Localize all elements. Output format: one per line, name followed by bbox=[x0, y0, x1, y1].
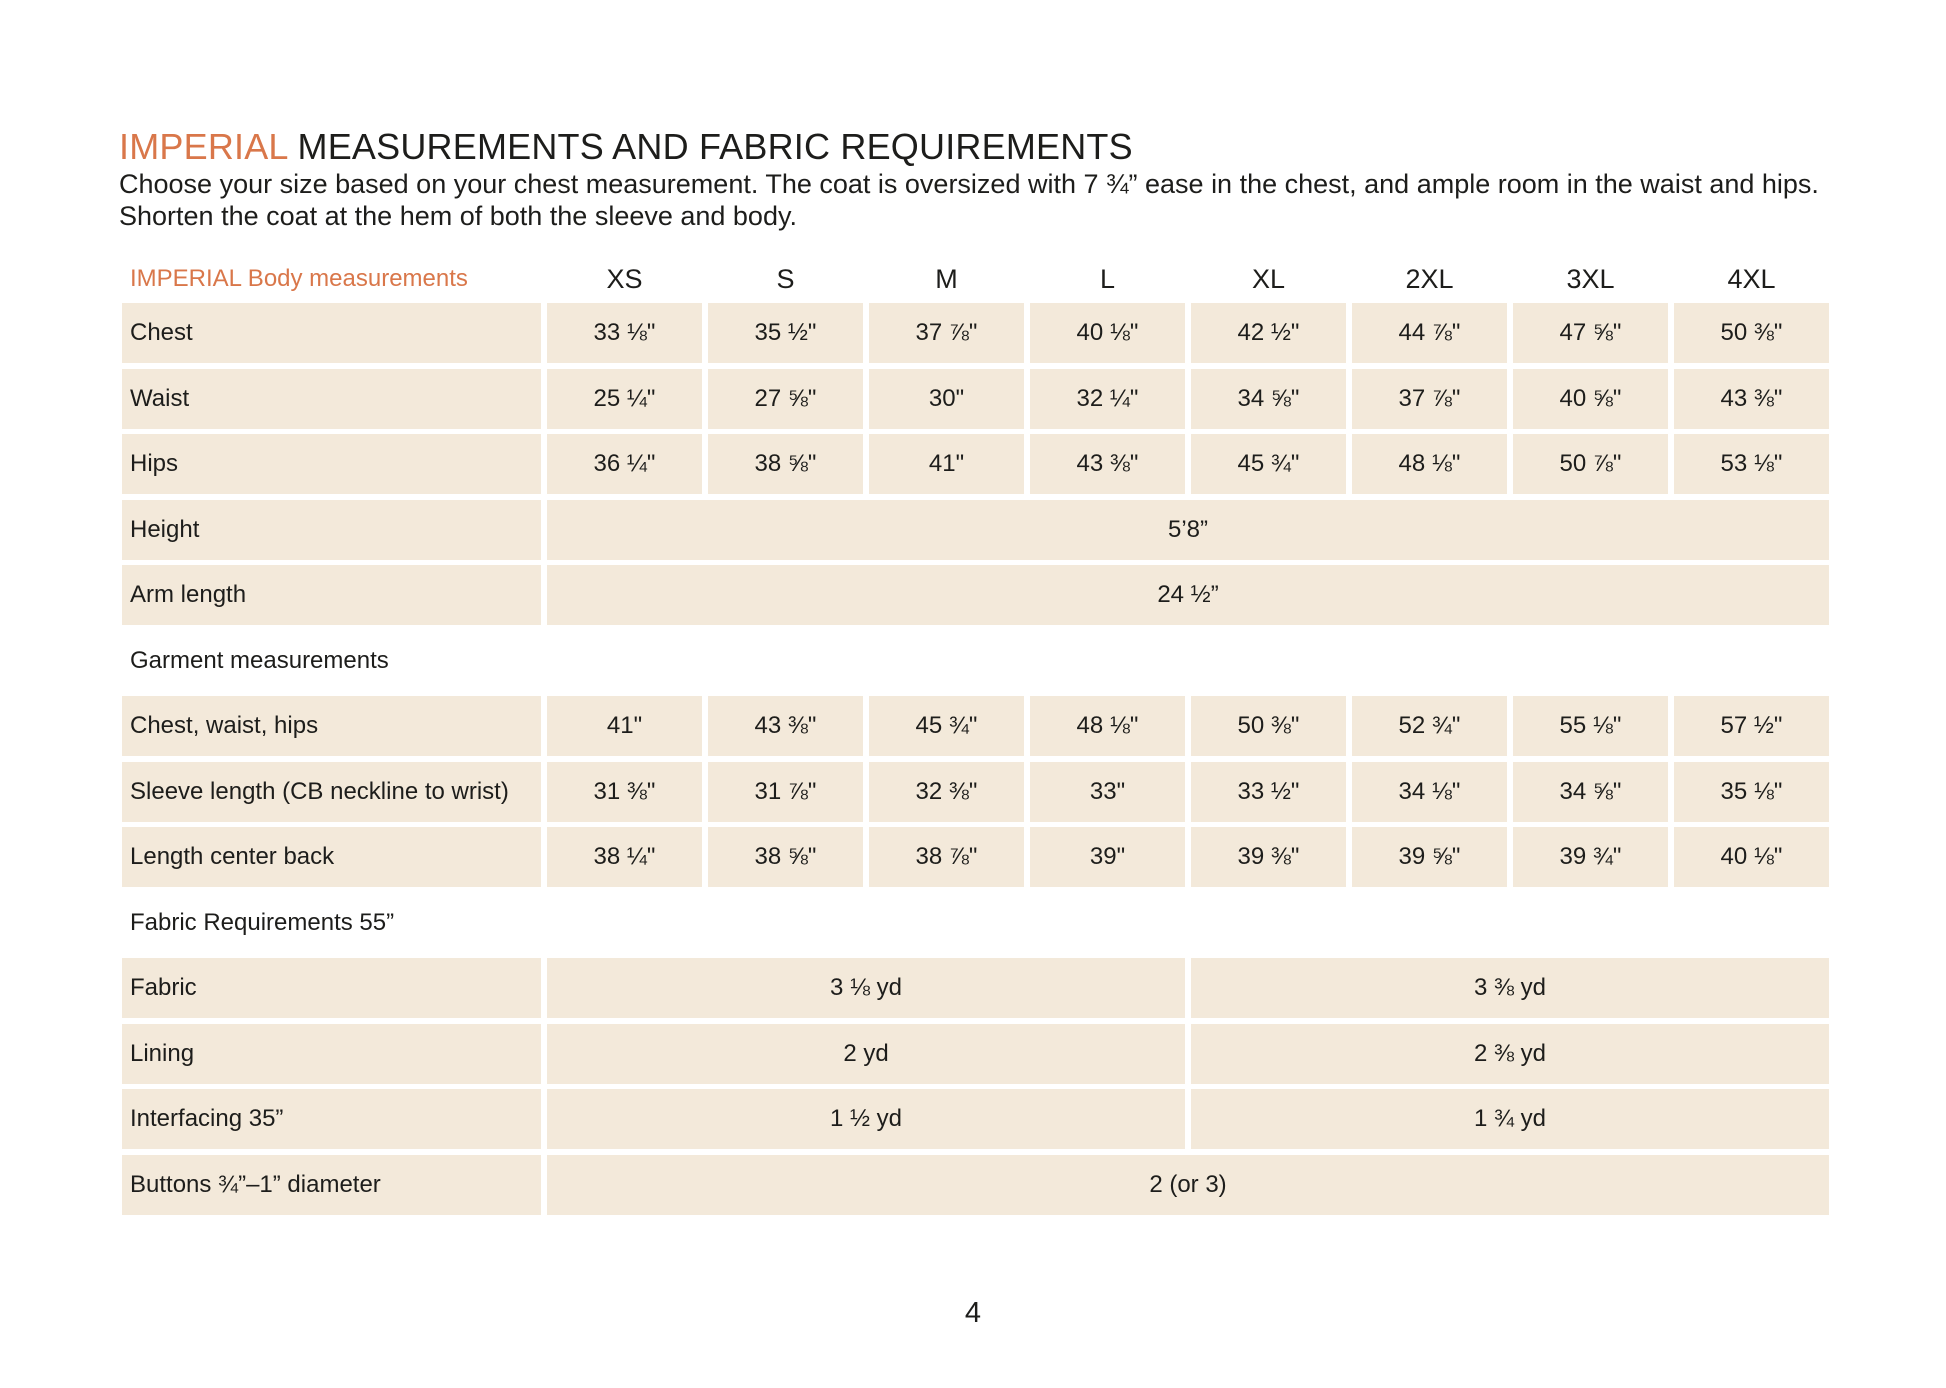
row-label: Chest, waist, hips bbox=[122, 696, 541, 756]
body-measurements-header: IMPERIAL Body measurements bbox=[130, 265, 468, 292]
table-cell: 53 ⅛" bbox=[1674, 434, 1829, 494]
table-cell: 35 ½" bbox=[708, 303, 863, 363]
table-cell: 52 ¾" bbox=[1352, 696, 1507, 756]
buttons-value: 2 (or 3) bbox=[547, 1155, 1829, 1215]
table-cell: 39 ¾" bbox=[1513, 827, 1668, 887]
size-header-m: M bbox=[935, 263, 958, 294]
fabric-value-large: 3 ⅜ yd bbox=[1191, 958, 1829, 1018]
row-label: Fabric bbox=[122, 958, 541, 1018]
table-cell: 43 ⅜" bbox=[708, 696, 863, 756]
table-cell: 33 ½" bbox=[1191, 762, 1346, 822]
table-cell: 40 ⅛" bbox=[1030, 303, 1185, 363]
table-cell: 45 ¾" bbox=[869, 696, 1024, 756]
size-header-xl: XL bbox=[1251, 263, 1286, 294]
table-cell: 44 ⅞" bbox=[1352, 303, 1507, 363]
fabric-value-small: 2 yd bbox=[547, 1024, 1185, 1084]
garment-measurements-header: Garment measurements bbox=[130, 646, 389, 674]
row-label: Sleeve length (CB neckline to wrist) bbox=[122, 762, 541, 822]
table-cell: 57 ½" bbox=[1674, 696, 1829, 756]
table-cell: 27 ⅝" bbox=[708, 369, 863, 429]
table-cell: 41" bbox=[547, 696, 702, 756]
table-cell: 30" bbox=[869, 369, 1024, 429]
fabric-value-large: 1 ¾ yd bbox=[1191, 1089, 1829, 1149]
fabric-value-small: 1 ½ yd bbox=[547, 1089, 1185, 1149]
table-cell: 33" bbox=[1030, 762, 1185, 822]
table-cell: 40 ⅝" bbox=[1513, 369, 1668, 429]
table-cell: 25 ¼" bbox=[547, 369, 702, 429]
table-cell: 32 ¼" bbox=[1030, 369, 1185, 429]
table-cell: 43 ⅜" bbox=[1030, 434, 1185, 494]
row-label-height: Height bbox=[122, 500, 541, 560]
table-cell: 34 ⅝" bbox=[1513, 762, 1668, 822]
size-header-s: S bbox=[776, 263, 795, 294]
size-header-l: L bbox=[1099, 263, 1116, 294]
row-label: Waist bbox=[122, 369, 541, 429]
row-label: Interfacing 35” bbox=[122, 1089, 541, 1149]
table-cell: 38 ⅝" bbox=[708, 434, 863, 494]
table-cell: 32 ⅜" bbox=[869, 762, 1024, 822]
table-cell: 50 ⅜" bbox=[1191, 696, 1346, 756]
table-cell: 37 ⅞" bbox=[869, 303, 1024, 363]
size-header-3xl: 3XL bbox=[1566, 263, 1615, 294]
table-cell: 48 ⅛" bbox=[1030, 696, 1185, 756]
title-accent: IMPERIAL bbox=[119, 126, 288, 167]
fabric-requirements-header: Fabric Requirements 55” bbox=[130, 908, 395, 936]
row-label-arm-length: Arm length bbox=[122, 565, 541, 625]
table-cell: 39 ⅝" bbox=[1352, 827, 1507, 887]
table-cell: 39" bbox=[1030, 827, 1185, 887]
page-title bbox=[119, 126, 1133, 168]
table-cell: 37 ⅞" bbox=[1352, 369, 1507, 429]
row-label: Length center back bbox=[122, 827, 541, 887]
table-cell: 33 ⅛" bbox=[547, 303, 702, 363]
table-cell: 31 ⅞" bbox=[708, 762, 863, 822]
table-cell: 55 ⅛" bbox=[1513, 696, 1668, 756]
title-rest: MEASUREMENTS AND FABRIC REQUIREMENTS bbox=[287, 126, 1133, 167]
arm-length-value: 24 ½” bbox=[547, 565, 1829, 625]
table-cell: 34 ⅝" bbox=[1191, 369, 1346, 429]
table-cell: 50 ⅜" bbox=[1674, 303, 1829, 363]
intro-paragraph: Choose your size based on your chest measurement. The coat is oversized with 7 ¾” ease in the chest, and ample room in the waist and hips. Shorten the coat at the hem of both the sleeve and body. bbox=[119, 169, 1819, 231]
row-label-buttons: Buttons ¾”–1” diameter bbox=[122, 1155, 541, 1215]
fabric-value-small: 3 ⅛ yd bbox=[547, 958, 1185, 1018]
size-header-2xl: 2XL bbox=[1405, 263, 1454, 294]
table-cell: 34 ⅛" bbox=[1352, 762, 1507, 822]
table-cell: 38 ⅞" bbox=[869, 827, 1024, 887]
table-cell: 48 ⅛" bbox=[1352, 434, 1507, 494]
table-cell: 38 ¼" bbox=[547, 827, 702, 887]
table-cell: 42 ½" bbox=[1191, 303, 1346, 363]
height-value: 5’8” bbox=[547, 500, 1829, 560]
size-header-xs: XS bbox=[606, 263, 643, 294]
table-cell: 45 ¾" bbox=[1191, 434, 1346, 494]
table-cell: 40 ⅛" bbox=[1674, 827, 1829, 887]
table-cell: 43 ⅜" bbox=[1674, 369, 1829, 429]
row-label: Hips bbox=[122, 434, 541, 494]
table-cell: 31 ⅜" bbox=[547, 762, 702, 822]
page-number: 4 bbox=[964, 1297, 982, 1329]
table-cell: 35 ⅛" bbox=[1674, 762, 1829, 822]
table-cell: 41" bbox=[869, 434, 1024, 494]
row-label: Chest bbox=[122, 303, 541, 363]
table-cell: 47 ⅝" bbox=[1513, 303, 1668, 363]
size-header-4xl: 4XL bbox=[1727, 263, 1776, 294]
table-cell: 36 ¼" bbox=[547, 434, 702, 494]
table-cell: 50 ⅞" bbox=[1513, 434, 1668, 494]
row-label: Lining bbox=[122, 1024, 541, 1084]
table-cell: 38 ⅝" bbox=[708, 827, 863, 887]
table-cell: 39 ⅜" bbox=[1191, 827, 1346, 887]
fabric-value-large: 2 ⅜ yd bbox=[1191, 1024, 1829, 1084]
